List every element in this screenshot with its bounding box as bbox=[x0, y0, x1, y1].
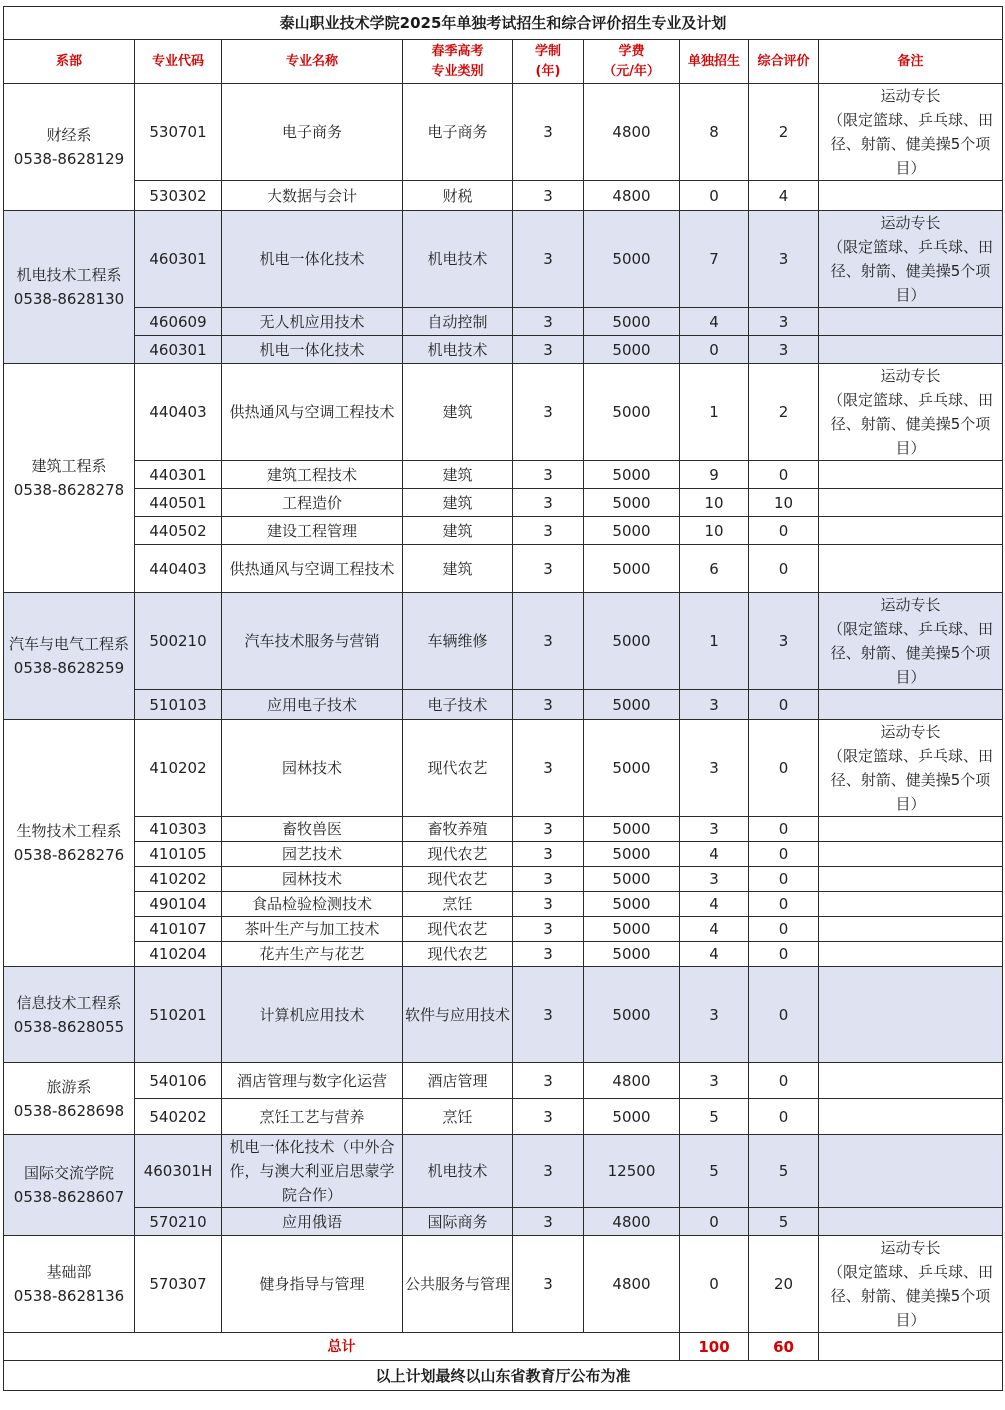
study-years: 3 bbox=[513, 211, 584, 308]
table-row bbox=[4, 967, 1003, 1063]
major-code: 410204 bbox=[135, 942, 222, 967]
dept-phone: 0538-8628130 bbox=[13, 290, 125, 308]
single-quota: 3 bbox=[680, 1063, 749, 1099]
table-row bbox=[4, 364, 1003, 461]
major-name: 园艺技术 bbox=[222, 842, 403, 867]
major-name: 机电一体化技术 bbox=[222, 336, 403, 364]
note-cell bbox=[819, 892, 1003, 917]
table-row bbox=[4, 720, 1003, 817]
single-quota: 1 bbox=[680, 364, 749, 461]
comprehensive-quota: 5 bbox=[749, 1135, 819, 1208]
single-quota: 0 bbox=[680, 181, 749, 211]
header-spring-category bbox=[403, 40, 513, 84]
study-years: 3 bbox=[513, 84, 584, 181]
dept-name: 信息技术工程系 bbox=[16, 993, 122, 1012]
study-years: 3 bbox=[513, 336, 584, 364]
single-quota: 4 bbox=[680, 942, 749, 967]
header-fee-line2: （元/年） bbox=[603, 63, 660, 79]
note-cell bbox=[819, 336, 1003, 364]
major-code: 440502 bbox=[135, 517, 222, 545]
single-quota: 3 bbox=[680, 817, 749, 842]
major-code: 460301H bbox=[135, 1135, 222, 1208]
dept-cell bbox=[4, 1135, 135, 1236]
major-name: 应用俄语 bbox=[222, 1208, 403, 1236]
study-years: 3 bbox=[513, 1063, 584, 1099]
note-body: （限定篮球、乒乓球、田径、射箭、健美操5个项目） bbox=[828, 111, 994, 177]
major-code: 410202 bbox=[135, 867, 222, 892]
single-quota: 0 bbox=[680, 1208, 749, 1236]
table-title: 泰山职业技术学院2025年单独考试招生和综合评价招生专业及计划 bbox=[4, 7, 1003, 40]
major-name: 烹饪工艺与营养 bbox=[222, 1099, 403, 1135]
tuition-fee: 5000 bbox=[584, 489, 680, 517]
spring-category: 建筑 bbox=[403, 545, 513, 593]
spring-category: 机电技术 bbox=[403, 211, 513, 308]
study-years: 3 bbox=[513, 1236, 584, 1333]
note-body: （限定篮球、乒乓球、田径、射箭、健美操5个项目） bbox=[828, 620, 994, 686]
header-spring-line1: 春季高考 bbox=[431, 43, 484, 59]
table-row bbox=[4, 211, 1003, 308]
spring-category: 现代农艺 bbox=[403, 867, 513, 892]
note-body: （限定篮球、乒乓球、田径、射箭、健美操5个项目） bbox=[828, 747, 994, 813]
single-quota: 5 bbox=[680, 1135, 749, 1208]
major-name: 酒店管理与数字化运营 bbox=[222, 1063, 403, 1099]
major-code: 440301 bbox=[135, 461, 222, 489]
header-years bbox=[513, 40, 584, 84]
spring-category: 自动控制 bbox=[403, 308, 513, 336]
study-years: 3 bbox=[513, 489, 584, 517]
table-row bbox=[4, 1135, 1003, 1208]
major-name: 无人机应用技术 bbox=[222, 308, 403, 336]
study-years: 3 bbox=[513, 817, 584, 842]
single-quota: 3 bbox=[680, 867, 749, 892]
note-cell bbox=[819, 690, 1003, 720]
tuition-fee: 5000 bbox=[584, 720, 680, 817]
note-cell bbox=[819, 181, 1003, 211]
note-cell bbox=[819, 867, 1003, 892]
spring-category: 畜牧养殖 bbox=[403, 817, 513, 842]
major-code: 460301 bbox=[135, 336, 222, 364]
spring-category: 现代农艺 bbox=[403, 842, 513, 867]
comprehensive-quota: 0 bbox=[749, 1063, 819, 1099]
note-body: （限定篮球、乒乓球、田径、射箭、健美操5个项目） bbox=[828, 1263, 994, 1329]
table-row bbox=[4, 1208, 1003, 1236]
total-note-empty bbox=[819, 1333, 1003, 1361]
major-code: 570307 bbox=[135, 1236, 222, 1333]
header-code: 专业代码 bbox=[135, 40, 222, 84]
comprehensive-quota: 2 bbox=[749, 364, 819, 461]
comprehensive-quota: 3 bbox=[749, 336, 819, 364]
comprehensive-quota: 0 bbox=[749, 867, 819, 892]
dept-name: 机电技术工程系 bbox=[16, 266, 122, 284]
study-years: 3 bbox=[513, 892, 584, 917]
note-cell bbox=[819, 593, 1003, 690]
major-code: 410105 bbox=[135, 842, 222, 867]
spring-category: 车辆维修 bbox=[403, 593, 513, 690]
spring-category: 国际商务 bbox=[403, 1208, 513, 1236]
comprehensive-quota: 0 bbox=[749, 892, 819, 917]
tuition-fee: 5000 bbox=[584, 690, 680, 720]
table-row bbox=[4, 517, 1003, 545]
major-code: 510201 bbox=[135, 967, 222, 1063]
dept-phone: 0538-8628055 bbox=[13, 1017, 125, 1036]
note-cell bbox=[819, 461, 1003, 489]
study-years: 3 bbox=[513, 593, 584, 690]
dept-phone: 0538-8628276 bbox=[13, 846, 125, 864]
header-single: 单独招生 bbox=[680, 40, 749, 84]
dept-name: 建筑工程系 bbox=[31, 457, 107, 475]
spring-category: 建筑 bbox=[403, 489, 513, 517]
note-cell bbox=[819, 942, 1003, 967]
header-dept: 系部 bbox=[4, 40, 135, 84]
study-years: 3 bbox=[513, 181, 584, 211]
major-code: 460301 bbox=[135, 211, 222, 308]
table-row bbox=[4, 84, 1003, 181]
major-code: 440403 bbox=[135, 364, 222, 461]
dept-phone: 0538-8628607 bbox=[13, 1188, 125, 1206]
table-row bbox=[4, 917, 1003, 942]
major-code: 570210 bbox=[135, 1208, 222, 1236]
major-code: 410303 bbox=[135, 817, 222, 842]
major-name: 计算机应用技术 bbox=[222, 967, 403, 1063]
table-row bbox=[4, 308, 1003, 336]
tuition-fee: 5000 bbox=[584, 461, 680, 489]
header-comp: 综合评价 bbox=[749, 40, 819, 84]
note-cell bbox=[819, 817, 1003, 842]
major-code: 500210 bbox=[135, 593, 222, 690]
header-note: 备注 bbox=[819, 40, 1003, 84]
note-title: 运动专长 bbox=[880, 1239, 941, 1257]
dept-cell bbox=[4, 720, 135, 967]
table-row bbox=[4, 545, 1003, 593]
enrollment-plan-table bbox=[3, 6, 1003, 1391]
total-comp: 60 bbox=[749, 1333, 819, 1361]
dept-cell bbox=[4, 84, 135, 211]
tuition-fee: 4800 bbox=[584, 1208, 680, 1236]
table-row bbox=[4, 1236, 1003, 1333]
spring-category: 公共服务与管理 bbox=[403, 1236, 513, 1333]
study-years: 3 bbox=[513, 308, 584, 336]
table-row bbox=[4, 336, 1003, 364]
comprehensive-quota: 3 bbox=[749, 308, 819, 336]
table-row bbox=[4, 1099, 1003, 1135]
comprehensive-quota: 0 bbox=[749, 720, 819, 817]
tuition-fee: 5000 bbox=[584, 336, 680, 364]
dept-cell bbox=[4, 211, 135, 364]
note-body: （限定篮球、乒乓球、田径、射箭、健美操5个项目） bbox=[828, 238, 994, 304]
header-years-line1: 学制 bbox=[534, 43, 561, 59]
header-name: 专业名称 bbox=[222, 40, 403, 84]
major-code: 440501 bbox=[135, 489, 222, 517]
tuition-fee: 5000 bbox=[584, 842, 680, 867]
major-code: 440403 bbox=[135, 545, 222, 593]
table-row bbox=[4, 461, 1003, 489]
spring-category: 烹饪 bbox=[403, 1099, 513, 1135]
total-label: 总计 bbox=[4, 1333, 680, 1361]
single-quota: 3 bbox=[680, 967, 749, 1063]
major-name: 电子商务 bbox=[222, 84, 403, 181]
comprehensive-quota: 0 bbox=[749, 1099, 819, 1135]
study-years: 3 bbox=[513, 867, 584, 892]
comprehensive-quota: 4 bbox=[749, 181, 819, 211]
single-quota: 0 bbox=[680, 336, 749, 364]
major-name: 花卉生产与花艺 bbox=[222, 942, 403, 967]
spring-category: 建筑 bbox=[403, 517, 513, 545]
comprehensive-quota: 0 bbox=[749, 517, 819, 545]
comprehensive-quota: 0 bbox=[749, 545, 819, 593]
table-body bbox=[4, 84, 1003, 1333]
major-code: 410202 bbox=[135, 720, 222, 817]
major-name: 食品检验检测技术 bbox=[222, 892, 403, 917]
major-name: 供热通风与空调工程技术 bbox=[222, 545, 403, 593]
major-name: 建筑工程技术 bbox=[222, 461, 403, 489]
single-quota: 7 bbox=[680, 211, 749, 308]
single-quota: 1 bbox=[680, 593, 749, 690]
tuition-fee: 5000 bbox=[584, 545, 680, 593]
comprehensive-quota: 0 bbox=[749, 917, 819, 942]
major-name: 建设工程管理 bbox=[222, 517, 403, 545]
tuition-fee: 5000 bbox=[584, 967, 680, 1063]
dept-name: 基础部 bbox=[46, 1263, 92, 1281]
table-row bbox=[4, 181, 1003, 211]
note-cell bbox=[819, 489, 1003, 517]
single-quota: 10 bbox=[680, 489, 749, 517]
header-fee-line1: 学费 bbox=[618, 43, 645, 59]
single-quota: 0 bbox=[680, 1236, 749, 1333]
study-years: 3 bbox=[513, 1099, 584, 1135]
comprehensive-quota: 3 bbox=[749, 211, 819, 308]
note-cell bbox=[819, 967, 1003, 1063]
comprehensive-quota: 5 bbox=[749, 1208, 819, 1236]
spring-category: 财税 bbox=[403, 181, 513, 211]
single-quota: 5 bbox=[680, 1099, 749, 1135]
header-years-line2: (年) bbox=[535, 63, 561, 79]
dept-name: 旅游系 bbox=[46, 1077, 92, 1096]
single-quota: 4 bbox=[680, 892, 749, 917]
tuition-fee: 5000 bbox=[584, 892, 680, 917]
note-cell bbox=[819, 308, 1003, 336]
single-quota: 4 bbox=[680, 308, 749, 336]
table-row bbox=[4, 842, 1003, 867]
spring-category: 机电技术 bbox=[403, 1135, 513, 1208]
tuition-fee: 5000 bbox=[584, 817, 680, 842]
note-title: 运动专长 bbox=[880, 723, 941, 741]
single-quota: 3 bbox=[680, 720, 749, 817]
note-cell bbox=[819, 917, 1003, 942]
major-name: 大数据与会计 bbox=[222, 181, 403, 211]
comprehensive-quota: 0 bbox=[749, 461, 819, 489]
note-body: （限定篮球、乒乓球、田径、射箭、健美操5个项目） bbox=[828, 391, 994, 457]
note-cell bbox=[819, 545, 1003, 593]
major-code: 530701 bbox=[135, 84, 222, 181]
single-quota: 4 bbox=[680, 917, 749, 942]
dept-cell bbox=[4, 1236, 135, 1333]
enrollment-plan-container bbox=[3, 6, 1002, 1391]
spring-category: 烹饪 bbox=[403, 892, 513, 917]
major-name: 工程造价 bbox=[222, 489, 403, 517]
tuition-fee: 4800 bbox=[584, 181, 680, 211]
header-spring-line2: 专业类别 bbox=[431, 63, 484, 79]
tuition-fee: 5000 bbox=[584, 1099, 680, 1135]
major-name: 健身指导与管理 bbox=[222, 1236, 403, 1333]
table-row bbox=[4, 489, 1003, 517]
study-years: 3 bbox=[513, 917, 584, 942]
note-cell bbox=[819, 1099, 1003, 1135]
major-name: 畜牧兽医 bbox=[222, 817, 403, 842]
major-code: 490104 bbox=[135, 892, 222, 917]
tuition-fee: 4800 bbox=[584, 84, 680, 181]
dept-phone: 0538-8628136 bbox=[13, 1287, 125, 1305]
spring-category: 建筑 bbox=[403, 364, 513, 461]
tuition-fee: 5000 bbox=[584, 211, 680, 308]
note-cell bbox=[819, 720, 1003, 817]
footer-note: 以上计划最终以山东省教育厅公布为准 bbox=[4, 1361, 1003, 1391]
tuition-fee: 5000 bbox=[584, 942, 680, 967]
comprehensive-quota: 0 bbox=[749, 817, 819, 842]
note-cell bbox=[819, 842, 1003, 867]
major-name: 机电一体化技术（中外合作，与澳大利亚启思蒙学院合作） bbox=[222, 1135, 403, 1208]
comprehensive-quota: 3 bbox=[749, 593, 819, 690]
comprehensive-quota: 0 bbox=[749, 967, 819, 1063]
study-years: 3 bbox=[513, 942, 584, 967]
note-cell bbox=[819, 1208, 1003, 1236]
tuition-fee: 5000 bbox=[584, 364, 680, 461]
study-years: 3 bbox=[513, 1135, 584, 1208]
major-name: 汽车技术服务与营销 bbox=[222, 593, 403, 690]
study-years: 3 bbox=[513, 364, 584, 461]
study-years: 3 bbox=[513, 461, 584, 489]
tuition-fee: 5000 bbox=[584, 867, 680, 892]
dept-phone: 0538-8628129 bbox=[13, 150, 125, 168]
study-years: 3 bbox=[513, 517, 584, 545]
single-quota: 6 bbox=[680, 545, 749, 593]
single-quota: 3 bbox=[680, 690, 749, 720]
total-single: 100 bbox=[680, 1333, 749, 1361]
comprehensive-quota: 20 bbox=[749, 1236, 819, 1333]
dept-name: 生物技术工程系 bbox=[16, 822, 122, 840]
major-name: 园林技术 bbox=[222, 720, 403, 817]
note-cell bbox=[819, 1236, 1003, 1333]
tuition-fee: 5000 bbox=[584, 917, 680, 942]
single-quota: 4 bbox=[680, 842, 749, 867]
study-years: 3 bbox=[513, 1208, 584, 1236]
dept-phone: 0538-8628278 bbox=[13, 481, 125, 499]
note-cell bbox=[819, 517, 1003, 545]
major-code: 510103 bbox=[135, 690, 222, 720]
dept-cell bbox=[4, 593, 135, 720]
spring-category: 建筑 bbox=[403, 461, 513, 489]
major-name: 机电一体化技术 bbox=[222, 211, 403, 308]
tuition-fee: 5000 bbox=[584, 517, 680, 545]
spring-category: 酒店管理 bbox=[403, 1063, 513, 1099]
spring-category: 现代农艺 bbox=[403, 917, 513, 942]
single-quota: 8 bbox=[680, 84, 749, 181]
major-code: 410107 bbox=[135, 917, 222, 942]
single-quota: 9 bbox=[680, 461, 749, 489]
comprehensive-quota: 0 bbox=[749, 942, 819, 967]
major-name: 茶叶生产与加工技术 bbox=[222, 917, 403, 942]
table-row bbox=[4, 690, 1003, 720]
table-row bbox=[4, 867, 1003, 892]
major-code: 540106 bbox=[135, 1063, 222, 1099]
spring-category: 电子商务 bbox=[403, 84, 513, 181]
dept-cell bbox=[4, 364, 135, 593]
table-row bbox=[4, 892, 1003, 917]
dept-name: 财经系 bbox=[46, 126, 92, 144]
dept-name: 国际交流学院 bbox=[23, 1164, 114, 1182]
note-title: 运动专长 bbox=[880, 367, 941, 385]
dept-phone: 0538-8628259 bbox=[13, 659, 125, 677]
note-title: 运动专长 bbox=[880, 596, 941, 614]
note-cell bbox=[819, 84, 1003, 181]
study-years: 3 bbox=[513, 690, 584, 720]
note-cell bbox=[819, 364, 1003, 461]
comprehensive-quota: 10 bbox=[749, 489, 819, 517]
single-quota: 10 bbox=[680, 517, 749, 545]
spring-category: 软件与应用技术 bbox=[403, 967, 513, 1063]
tuition-fee: 12500 bbox=[584, 1135, 680, 1208]
dept-phone: 0538-8628698 bbox=[13, 1101, 125, 1120]
major-name: 园林技术 bbox=[222, 867, 403, 892]
table-row bbox=[4, 942, 1003, 967]
spring-category: 现代农艺 bbox=[403, 942, 513, 967]
note-title: 运动专长 bbox=[880, 87, 941, 105]
table-row bbox=[4, 1063, 1003, 1099]
table-row bbox=[4, 593, 1003, 690]
dept-cell bbox=[4, 967, 135, 1063]
spring-category: 现代农艺 bbox=[403, 720, 513, 817]
note-cell bbox=[819, 1063, 1003, 1099]
major-code: 530302 bbox=[135, 181, 222, 211]
study-years: 3 bbox=[513, 842, 584, 867]
study-years: 3 bbox=[513, 720, 584, 817]
note-title: 运动专长 bbox=[880, 214, 941, 232]
major-name: 应用电子技术 bbox=[222, 690, 403, 720]
tuition-fee: 4800 bbox=[584, 1063, 680, 1099]
major-code: 540202 bbox=[135, 1099, 222, 1135]
tuition-fee: 4800 bbox=[584, 1236, 680, 1333]
note-cell bbox=[819, 1135, 1003, 1208]
note-cell bbox=[819, 211, 1003, 308]
study-years: 3 bbox=[513, 967, 584, 1063]
comprehensive-quota: 0 bbox=[749, 842, 819, 867]
comprehensive-quota: 2 bbox=[749, 84, 819, 181]
dept-cell bbox=[4, 1063, 135, 1135]
header-fee bbox=[584, 40, 680, 84]
spring-category: 机电技术 bbox=[403, 336, 513, 364]
tuition-fee: 5000 bbox=[584, 593, 680, 690]
study-years: 3 bbox=[513, 545, 584, 593]
tuition-fee: 5000 bbox=[584, 308, 680, 336]
spring-category: 电子技术 bbox=[403, 690, 513, 720]
comprehensive-quota: 0 bbox=[749, 690, 819, 720]
major-code: 460609 bbox=[135, 308, 222, 336]
major-name: 供热通风与空调工程技术 bbox=[222, 364, 403, 461]
dept-name: 汽车与电气工程系 bbox=[8, 635, 129, 653]
table-row bbox=[4, 817, 1003, 842]
